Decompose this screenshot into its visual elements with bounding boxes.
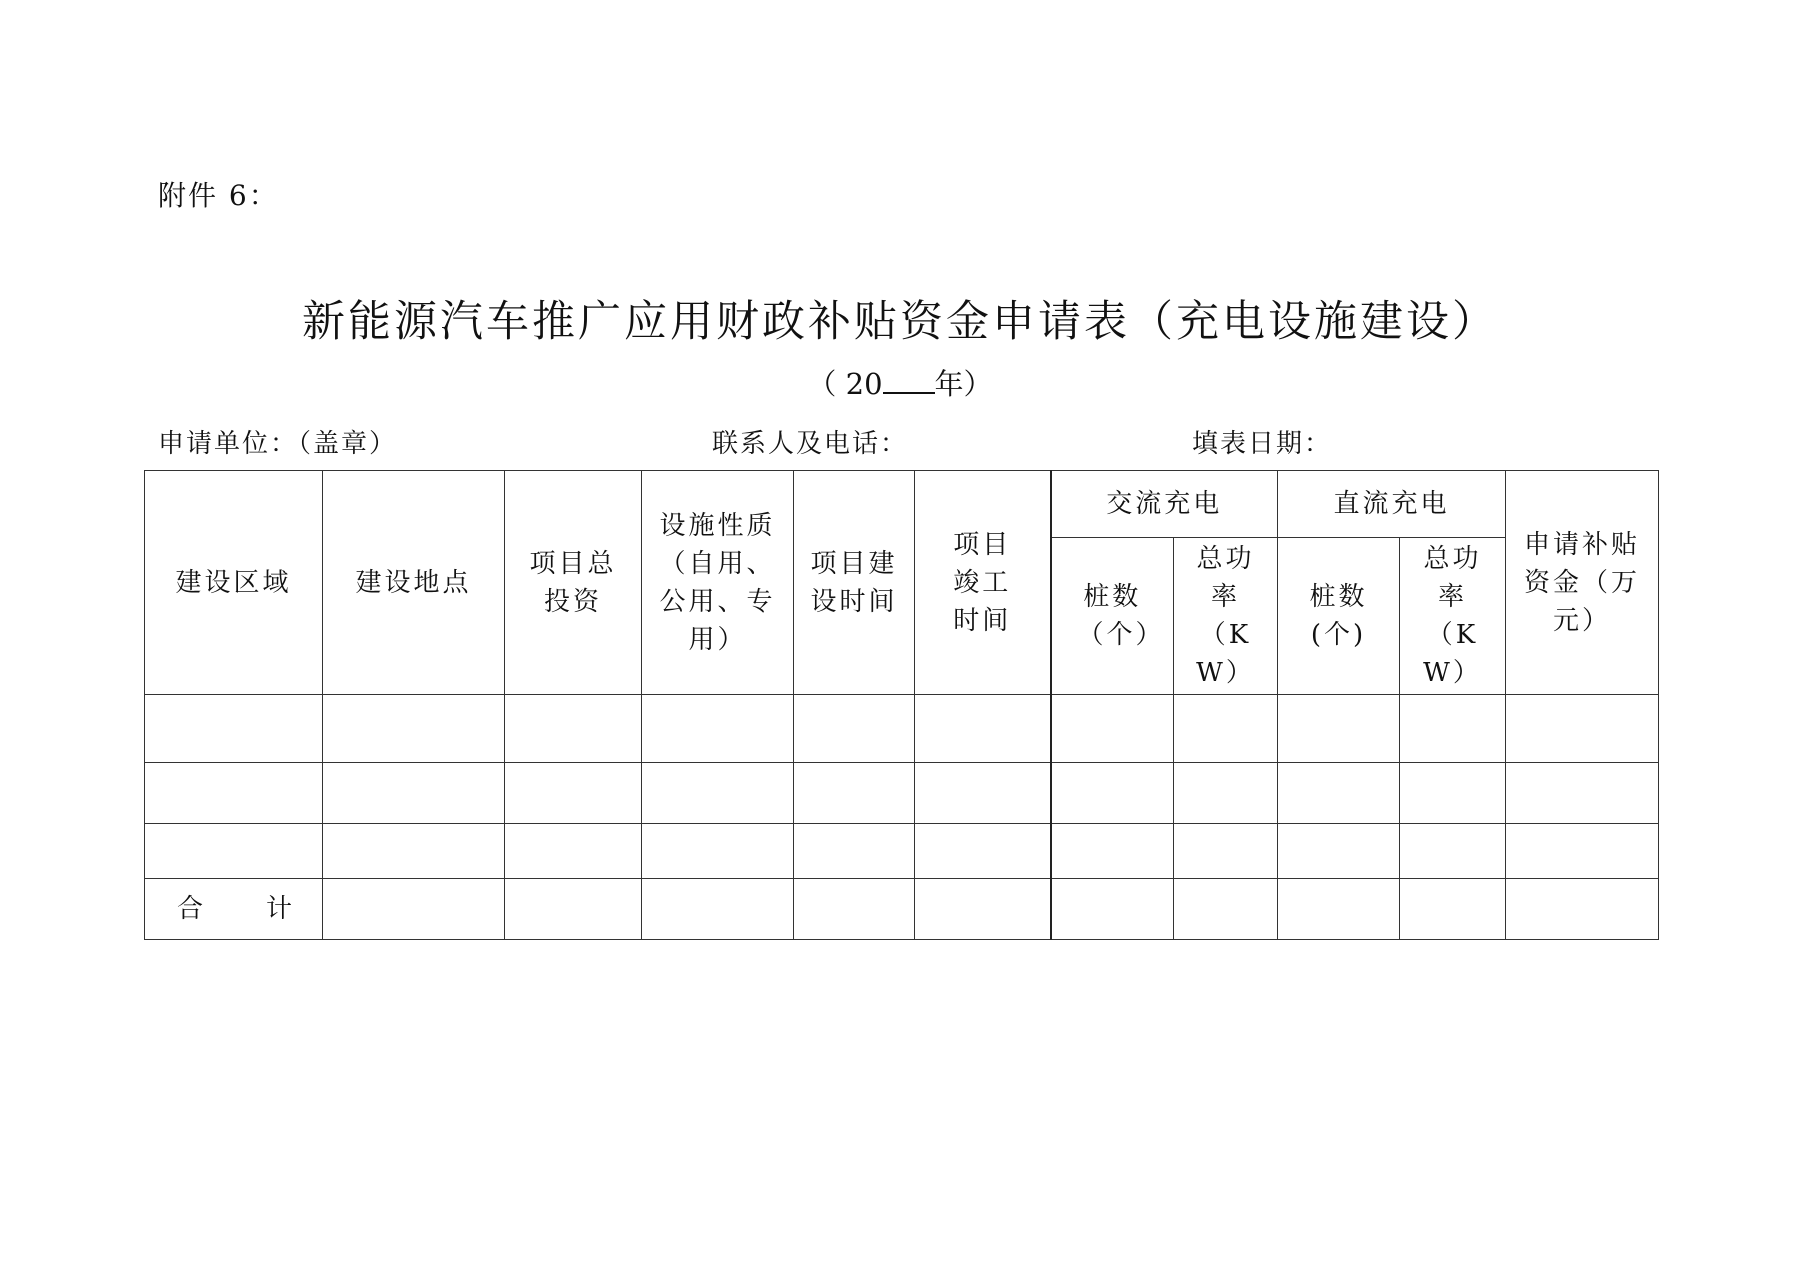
table-cell[interactable]	[323, 763, 505, 824]
application-table	[144, 470, 1659, 940]
header-subsidy: 申请补贴资金（万元）	[1506, 471, 1659, 695]
table-cell[interactable]	[145, 695, 323, 763]
table-cell[interactable]	[1278, 879, 1400, 940]
table-cell[interactable]	[642, 824, 794, 879]
table-cell[interactable]	[794, 824, 915, 879]
table-cell[interactable]	[323, 695, 505, 763]
header-ac-charging: 交流充电	[1051, 471, 1278, 538]
table-row	[145, 695, 1659, 763]
table-cell[interactable]	[323, 824, 505, 879]
table-cell[interactable]	[1174, 763, 1278, 824]
table-cell[interactable]	[1506, 824, 1659, 879]
fill-date-label: 填表日期：	[1192, 429, 1333, 459]
table-cell[interactable]	[1174, 879, 1278, 940]
table-cell[interactable]	[915, 695, 1051, 763]
year-blank	[883, 368, 935, 394]
header-location: 建设地点	[323, 471, 505, 695]
table-cell[interactable]	[505, 695, 642, 763]
table-cell[interactable]	[1506, 763, 1659, 824]
year-prefix: （ 20	[807, 367, 883, 401]
table-cell[interactable]	[1506, 695, 1659, 763]
page-title: 新能源汽车推广应用财政补贴资金申请表（充电设施建设）	[302, 297, 1498, 347]
header-completion-time: 项目竣工时间	[915, 471, 1051, 695]
table-cell[interactable]	[915, 824, 1051, 879]
table-cell[interactable]	[1400, 695, 1506, 763]
table-cell[interactable]	[1051, 824, 1174, 879]
table-cell[interactable]	[1278, 695, 1400, 763]
table-cell[interactable]	[1051, 763, 1174, 824]
table-cell[interactable]	[1174, 824, 1278, 879]
total-label-right: 计	[266, 894, 296, 924]
attachment-label: 附件 6：	[158, 179, 279, 212]
table-cell[interactable]	[1400, 824, 1506, 879]
header-row-1	[145, 471, 1659, 538]
table-cell[interactable]	[505, 879, 642, 940]
applicant-label: 申请单位：（盖章）	[158, 429, 398, 459]
table-cell[interactable]	[1051, 695, 1174, 763]
table-cell[interactable]	[642, 763, 794, 824]
year-line	[0, 362, 1800, 403]
header-region: 建设区域	[145, 471, 323, 695]
table-cell[interactable]	[505, 824, 642, 879]
table-cell[interactable]	[915, 879, 1051, 940]
contact-label: 联系人及电话：	[712, 429, 909, 459]
total-row	[145, 879, 1659, 940]
total-label	[145, 879, 323, 940]
total-label-left: 合	[177, 894, 207, 924]
table-cell[interactable]	[915, 763, 1051, 824]
header-dc-power: 总功率（KW）	[1400, 538, 1506, 695]
header-investment: 项目总投资	[505, 471, 642, 695]
table-cell[interactable]	[1174, 695, 1278, 763]
table-cell[interactable]	[794, 763, 915, 824]
table-cell[interactable]	[145, 763, 323, 824]
table-row	[145, 824, 1659, 879]
table-cell[interactable]	[1278, 824, 1400, 879]
table-cell[interactable]	[794, 879, 915, 940]
table-cell[interactable]	[794, 695, 915, 763]
table-row	[145, 763, 1659, 824]
header-dc-charging: 直流充电	[1278, 471, 1506, 538]
table-cell[interactable]	[1506, 879, 1659, 940]
table-cell[interactable]	[1051, 879, 1174, 940]
header-nature: 设施性质（自用、公用、专用）	[642, 471, 794, 695]
table-cell[interactable]	[145, 824, 323, 879]
header-ac-power: 总功率（KW）	[1174, 538, 1278, 695]
table-cell[interactable]	[1400, 879, 1506, 940]
table-cell[interactable]	[1278, 763, 1400, 824]
header-build-time: 项目建设时间	[794, 471, 915, 695]
year-suffix: 年）	[934, 367, 993, 401]
table-cell[interactable]	[642, 695, 794, 763]
table-cell[interactable]	[1400, 763, 1506, 824]
table-cell[interactable]	[642, 879, 794, 940]
header-ac-piles: 桩数（个）	[1051, 538, 1174, 695]
header-dc-piles: 桩数(个)	[1278, 538, 1400, 695]
table-cell[interactable]	[323, 879, 505, 940]
table-cell[interactable]	[505, 763, 642, 824]
